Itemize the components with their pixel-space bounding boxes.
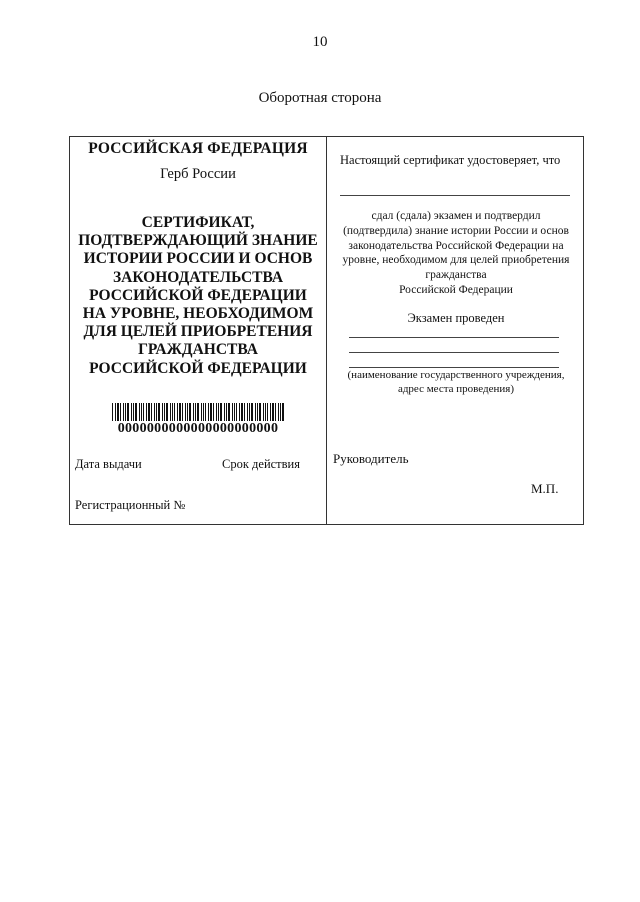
barcode-bar bbox=[117, 403, 119, 421]
barcode-bar bbox=[280, 403, 281, 421]
barcode-bar bbox=[177, 403, 178, 421]
barcode-bar bbox=[189, 403, 191, 421]
barcode-bar bbox=[146, 403, 147, 421]
barcode-icon bbox=[112, 403, 284, 421]
barcode-bar bbox=[131, 403, 132, 421]
barcode-bar bbox=[282, 403, 284, 421]
barcode-bar bbox=[263, 403, 264, 421]
barcode-bar bbox=[133, 403, 134, 421]
institution-line-1 bbox=[349, 337, 559, 338]
barcode-bar bbox=[228, 403, 230, 421]
barcode-bar bbox=[172, 403, 173, 421]
page-number: 10 bbox=[312, 34, 328, 50]
institution-caption: (наименование государственного учреждения, адрес места проведения) bbox=[347, 369, 565, 395]
barcode-bar bbox=[232, 403, 233, 421]
barcode-bar bbox=[257, 403, 258, 421]
exam-statement: сдал (сдала) экзамен и подтвердил (подтвердила) знание истории России и основ законодательства Российской Федерации на уровне, необходимом для целей приобретения гражданства Российской Федерации bbox=[342, 210, 570, 296]
certificate-divider bbox=[326, 136, 327, 525]
barcode-bar bbox=[275, 403, 276, 421]
barcode-bar bbox=[115, 403, 116, 421]
barcode-bar bbox=[127, 403, 129, 421]
barcode-bar bbox=[224, 403, 225, 421]
country-heading: РОССИЙСКАЯ ФЕДЕРАЦИЯ bbox=[88, 140, 308, 157]
barcode-bar bbox=[156, 403, 157, 421]
issue-date-label: Дата выдачи bbox=[75, 457, 142, 471]
barcode-bar bbox=[187, 403, 188, 421]
barcode-bar bbox=[195, 403, 196, 421]
barcode-bar bbox=[272, 403, 274, 421]
barcode-bar bbox=[259, 403, 261, 421]
barcode-bar bbox=[135, 403, 137, 421]
barcode-bar bbox=[166, 403, 168, 421]
barcode-bar bbox=[267, 403, 268, 421]
barcode-bar bbox=[148, 403, 150, 421]
barcode-bar bbox=[201, 403, 202, 421]
barcode-bar bbox=[210, 403, 212, 421]
barcode-bar bbox=[182, 403, 183, 421]
barcode-bar bbox=[251, 403, 253, 421]
barcode-bar bbox=[125, 403, 126, 421]
holder-name-line bbox=[340, 195, 570, 196]
barcode-bar bbox=[164, 403, 165, 421]
barcode-bar bbox=[170, 403, 171, 421]
barcode-bar bbox=[193, 403, 194, 421]
barcode-bar bbox=[141, 403, 142, 421]
barcode-bar bbox=[158, 403, 160, 421]
barcode-bar bbox=[112, 403, 113, 421]
exam-held-label: Экзамен проведен bbox=[407, 311, 505, 325]
barcode-bar bbox=[208, 403, 209, 421]
barcode-bar bbox=[270, 403, 271, 421]
barcode-bar bbox=[255, 403, 256, 421]
barcode-bar bbox=[203, 403, 204, 421]
barcode-bar bbox=[239, 403, 240, 421]
barcode-bar bbox=[179, 403, 181, 421]
barcode-bar bbox=[226, 403, 227, 421]
barcode-bar bbox=[185, 403, 186, 421]
barcode-bar bbox=[234, 403, 235, 421]
barcode-bar bbox=[216, 403, 217, 421]
barcode-bar bbox=[123, 403, 124, 421]
barcode-bar bbox=[247, 403, 248, 421]
seal-label: М.П. bbox=[531, 481, 559, 496]
barcode-bar bbox=[241, 403, 243, 421]
barcode-bar bbox=[120, 403, 121, 421]
head-signature-label: Руководитель bbox=[333, 451, 409, 466]
barcode-bar bbox=[213, 403, 214, 421]
barcode-number: 0000000000000000000000 bbox=[117, 421, 279, 436]
certifies-text: Настоящий сертификат удостоверяет, что bbox=[340, 153, 561, 167]
certificate-title: СЕРТИФИКАТ, ПОДТВЕРЖДАЮЩИЙ ЗНАНИЕ ИСТОРИИ РОССИИ И ОСНОВ ЗАКОНОДАТЕЛЬСТВА РОССИЙСКОЙ ФЕДЕРАЦИИ НА УРОВНЕ, НЕОБХОДИМОМ ДЛЯ ЦЕЛЕЙ ПРИОБРЕТЕНИЯ ГРАЖДАНСТВА РОССИЙСКОЙ ФЕДЕРАЦИИ bbox=[78, 214, 318, 377]
emblem-label: Герб России bbox=[160, 166, 236, 182]
barcode-bar bbox=[236, 403, 237, 421]
barcode-bar bbox=[162, 403, 163, 421]
barcode-bar bbox=[154, 403, 155, 421]
barcode-bar bbox=[151, 403, 152, 421]
barcode-bar bbox=[139, 403, 140, 421]
registration-number-label: Регистрационный № bbox=[75, 498, 186, 512]
barcode-bar bbox=[197, 403, 199, 421]
institution-line-2 bbox=[349, 352, 559, 353]
barcode-bar bbox=[278, 403, 279, 421]
barcode-bar bbox=[265, 403, 266, 421]
barcode-bar bbox=[143, 403, 144, 421]
barcode-bar bbox=[220, 403, 222, 421]
validity-label: Срок действия bbox=[222, 457, 300, 471]
page-subtitle: Оборотная сторона bbox=[258, 90, 382, 106]
institution-line-3 bbox=[349, 367, 559, 368]
barcode-bar bbox=[218, 403, 219, 421]
barcode-bar bbox=[205, 403, 206, 421]
barcode-bar bbox=[244, 403, 245, 421]
barcode-bar bbox=[249, 403, 250, 421]
barcode-bar bbox=[174, 403, 175, 421]
